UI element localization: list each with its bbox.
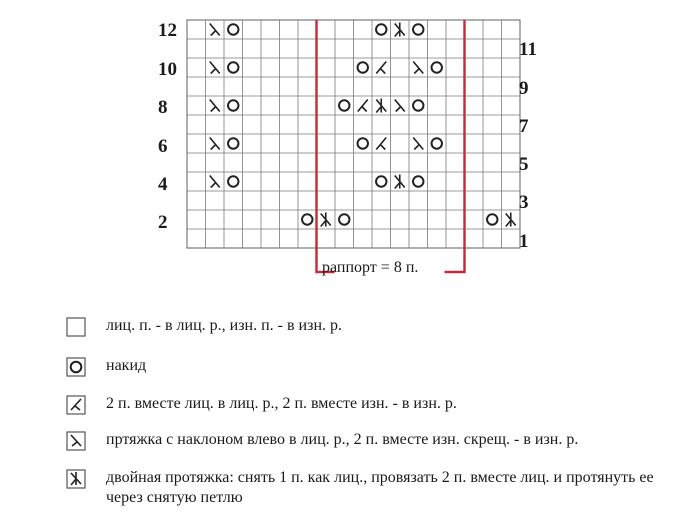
row-number-left: 10 xyxy=(158,59,177,80)
row-number-left: 4 xyxy=(158,174,168,195)
row-number-right: 9 xyxy=(519,78,529,99)
row-number-right: 1 xyxy=(519,231,529,252)
row-number-right: 3 xyxy=(519,192,529,213)
row-number-left: 2 xyxy=(158,212,168,233)
ssk-icon xyxy=(66,431,86,451)
yarn-over-circle-icon xyxy=(66,357,86,377)
rapport-label: раппорт = 8 п. xyxy=(322,259,419,276)
legend-item xyxy=(66,468,666,508)
legend-item xyxy=(66,430,578,451)
k2tog-icon xyxy=(66,395,86,415)
legend-text: 2 п. вместе лиц. в лиц. р., 2 п. вместе изн. - в изн. р. xyxy=(106,395,457,412)
double-decrease-icon xyxy=(66,469,86,489)
row-number-right: 11 xyxy=(519,39,537,60)
row-number-left: 6 xyxy=(158,136,168,157)
legend-text: лиц. п. - в лиц. р., изн. п. - в изн. р. xyxy=(106,317,342,334)
row-number-left: 8 xyxy=(158,97,168,118)
legend-item xyxy=(66,394,457,415)
row-number-left: 12 xyxy=(158,20,177,41)
legend-text: накид xyxy=(106,357,147,374)
legend-text: двойная протяжка: снять 1 п. как лиц., провязать 2 п. вместе лиц. и протянуть ее через снятую петлю xyxy=(106,469,654,506)
row-number-right: 5 xyxy=(519,154,529,175)
empty-square-icon xyxy=(66,317,86,337)
legend-text: пртяжка с наклоном влево в лиц. р., 2 п. вместе изн. скрещ. - в изн. р. xyxy=(106,431,579,448)
legend-item xyxy=(66,356,146,377)
legend-item xyxy=(66,316,342,337)
row-number-right: 7 xyxy=(519,116,529,137)
